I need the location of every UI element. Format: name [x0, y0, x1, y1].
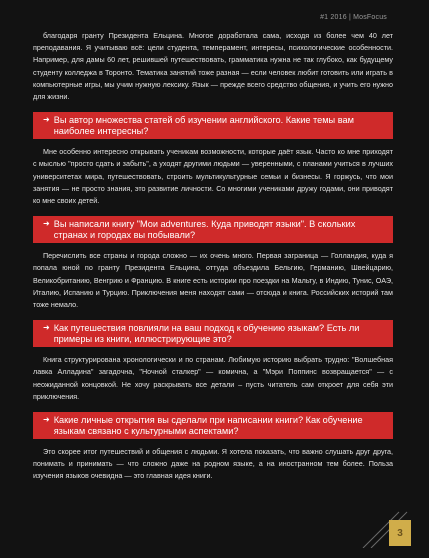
paragraph-5: Это скорее итог путешествий и общения с людьми. Я хотела показать, что важно слушать друг друга, понимать и принимать — что сложно даже на родном языке, а на иностранном тем более. Польза изучения языков очевидна — это главная идея книги. [33, 447, 393, 481]
question-2-text: Вы написали книгу "Мои adventures. Куда приводят языки". В скольких странах и городах вы побывали? [53, 219, 356, 240]
question-4 [33, 412, 393, 439]
question-2 [33, 216, 393, 243]
paragraph-2: Мне особенно интересно открывать ученикам возможности, которые даёт язык. Часто ко мне приходят с мыслью "просто сдать и забыть", а уходят другими людьми — уверенными, с планами учиться в лучших университетах мира, путешествовать, строить мультикультурные семьи и бизнесы. Я горжусь, что мои занятия — не просто знания, это развитие личности. Со многими учениками дружу годами, они приводят ко мне своих детей. [33, 147, 393, 206]
page-number-tab [389, 520, 411, 546]
article-body [33, 30, 393, 483]
arrow-icon: ➜ [43, 115, 50, 125]
paragraph-4: Книга структурирована хронологически и по странам. Любимую историю выбрать трудно: "Волшебная лавка Алладина" загадочна, "Ночной сталкер" — комична, а "Мэри Поппинс возвращается" — с неожиданной концовкой. Не хочу раскрывать все детали – пусть читатель сам откроет для себя эти приключения. [33, 355, 393, 401]
arrow-icon: ➜ [43, 219, 50, 229]
arrow-icon: ➜ [43, 415, 50, 425]
question-1-text: Вы автор множества статей об изучении английского. Какие темы вам наиболее интересны? [53, 115, 354, 136]
question-3-text: Как путешествия повлияли на ваш подход к обучению языкам? Есть ли примеры из книги, иллюстрирующие это? [53, 323, 360, 344]
question-3 [33, 320, 393, 347]
paragraph-1: благодаря гранту Президента Ельцина. Многое доработала сама, исходя из более чем 40 лет преподавания. Я учитываю всё: цели студента, темперамент, интересы, психологические особенности. Например, для дамы 60 лет, решившей путешествовать, грамматика нужна не так глубоко, как будущему студенту колледжа в Торонто. Тематика занятий тоже разная — если человек любит готовить или играть в компьютерные игры, мы учим нужную лексику. Язык — прежде всего средство общения, и учить его нужно для жизни. [33, 31, 393, 102]
question-1 [33, 112, 393, 139]
issue-header: #1 2016 | MosFocus [320, 14, 387, 21]
paragraph-3: Перечислить все страны и города сложно — их очень много. Первая заграница — Голландия, куда я попала юной по гранту Президента Ельцина, оттуда объездила Бельгию, Германию, Швейцарию, Великобританию, Венгрию и Францию. В книге есть истории про поездки на Мальту, в Индию, Тунис, ОАЭ, Италию, Испанию и Турцию. Приключения меня находят сами — отсюда и книга. Российских историй там тоже немало. [33, 251, 393, 310]
page-number: 3 [397, 527, 403, 539]
arrow-icon: ➜ [43, 323, 50, 333]
question-4-text: Какие личные открытия вы сделали при написании книги? Как обучение языкам связано с культурными аспектами? [53, 415, 363, 436]
